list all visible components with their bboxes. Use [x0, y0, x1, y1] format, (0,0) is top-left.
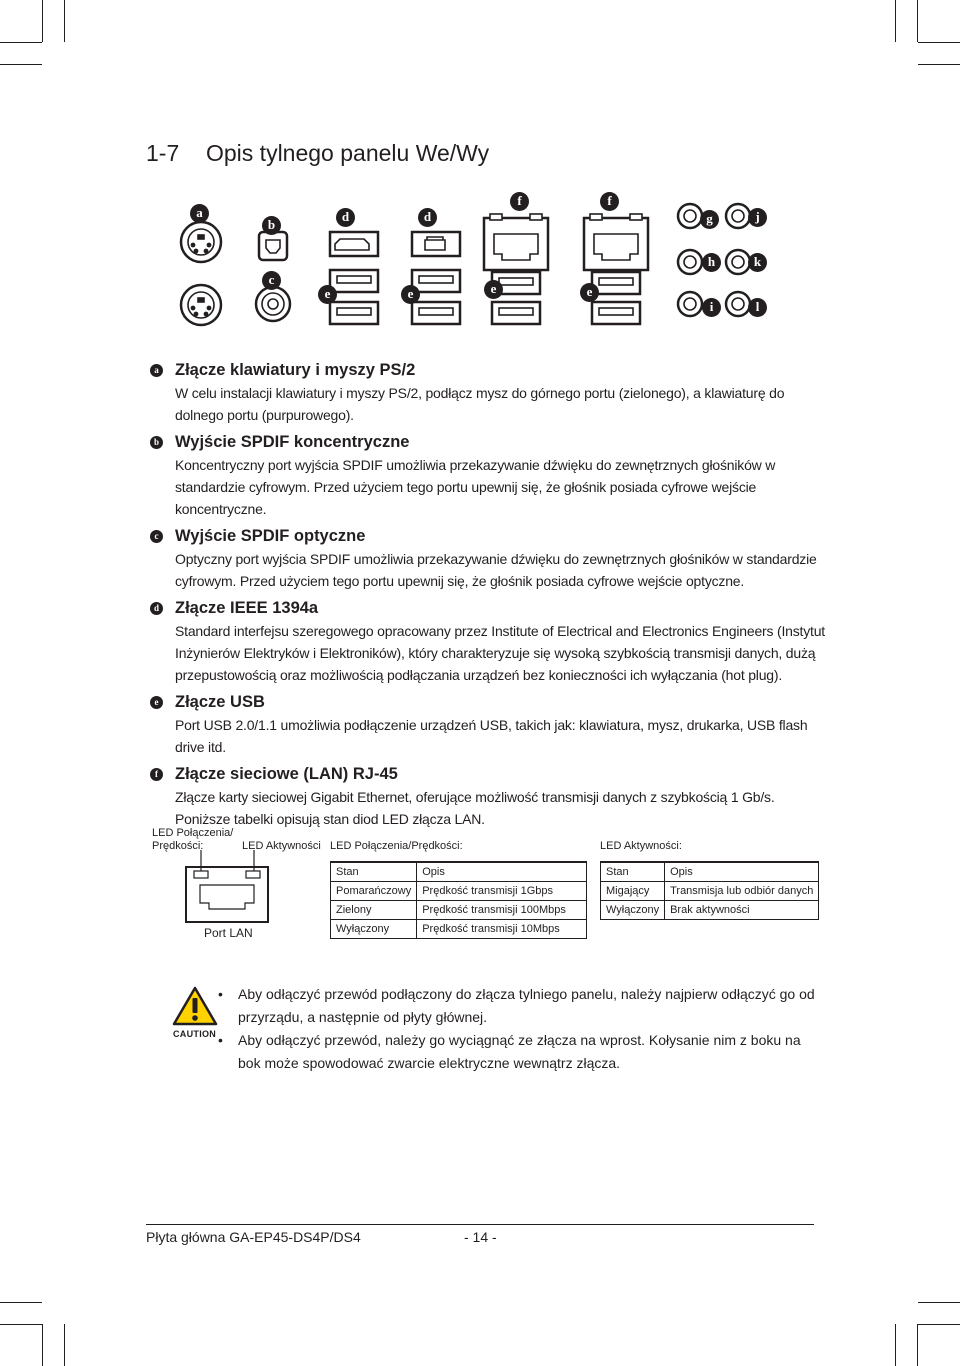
callout-e: e	[484, 280, 503, 299]
table-header: Stan	[601, 862, 665, 882]
usb-port	[412, 302, 460, 324]
table-row	[331, 901, 587, 920]
usb-port	[412, 270, 460, 292]
table-activity-caption: LED Aktywności:	[600, 840, 682, 852]
callout-e: e	[580, 283, 599, 302]
table-cell: Transmisja lub odbiór danych	[665, 882, 819, 901]
section-number: 1-7	[146, 140, 180, 166]
callout-b: b	[262, 216, 281, 235]
item-text: Standard interfejsu szeregowego opracowany przez Institute of Electrical and Electronics Engineers (Instytut Inżynierów Elektryków i Elektroników), który charakteryzuje się wysoką szybkością transmisji danych, dużą przepustowością oraz możliwością podłączania urządzeń bez konieczności ich wyłączania (hot plug).	[175, 623, 825, 683]
callout-e: e	[401, 285, 420, 304]
callout-h: h	[702, 253, 721, 272]
crop-mark	[918, 1302, 960, 1303]
table-cell: Prędkość transmisji 1Gbps	[417, 882, 587, 901]
usb-port	[492, 302, 540, 324]
crop-mark	[895, 0, 896, 42]
item-marker: a	[150, 364, 163, 377]
crop-mark	[0, 42, 42, 43]
table-speed-caption: LED Połączenia/Prędkości:	[330, 840, 463, 852]
crop-mark	[917, 0, 918, 42]
callout-d: d	[336, 208, 355, 227]
lan-port	[584, 214, 648, 270]
ieee1394-port	[330, 232, 378, 256]
table-row	[601, 901, 819, 920]
page-title	[146, 140, 489, 167]
crop-mark	[64, 1324, 65, 1366]
table-row	[601, 882, 819, 901]
table-header: Opis	[417, 862, 587, 882]
led-activity-table	[600, 861, 819, 920]
table-cell: Pomarańczowy	[331, 882, 417, 901]
caution-note: • Aby odłączyć przewód podłączony do złącza tylniego panelu, należy najpierw odłączyć go od przyrządu, a następnie od płyty głównej.	[218, 983, 818, 1029]
ieee1394-port	[412, 232, 460, 256]
port-descriptions	[150, 360, 830, 836]
page-footer	[146, 1224, 814, 1245]
usb-port	[330, 302, 378, 324]
item-heading: Złącze sieciowe (LAN) RJ-45	[175, 765, 398, 783]
crop-mark	[918, 42, 960, 43]
spdif-coaxial-port	[256, 287, 290, 321]
item-ieee1394	[150, 598, 830, 686]
ps2-port-top	[181, 222, 221, 262]
item-ps2	[150, 360, 830, 426]
led-speed-table	[330, 861, 587, 939]
item-marker: f	[150, 768, 163, 781]
item-heading: Wyjście SPDIF optyczne	[175, 527, 366, 545]
crop-mark	[895, 1324, 896, 1366]
callout-k: k	[748, 253, 767, 272]
spdif-optical-port	[259, 232, 287, 260]
callout-c: c	[262, 271, 281, 290]
crop-mark	[42, 1324, 43, 1366]
footer-model: Płyta główna GA-EP45-DS4P/DS4	[146, 1229, 361, 1245]
callout-d: d	[418, 208, 437, 227]
table-row	[331, 862, 587, 882]
item-lan	[150, 764, 830, 830]
caution-icon	[172, 986, 218, 1028]
table-row	[601, 862, 819, 882]
table-cell: Wyłączony	[331, 920, 417, 939]
callout-f: f	[510, 192, 529, 211]
item-text: W celu instalacji klawiatury i myszy PS/2, podłącz mysz do górnego portu (zielonego), a klawiaturę do dolnego portu (purpurowego).	[175, 385, 785, 423]
item-marker: e	[150, 696, 163, 709]
callout-g: g	[700, 210, 719, 229]
table-row	[331, 920, 587, 939]
item-heading: Złącze klawiatury i myszy PS/2	[175, 361, 416, 379]
crop-mark	[42, 0, 43, 42]
item-spdif-coaxial	[150, 432, 830, 520]
table-cell: Prędkość transmisji 10Mbps	[417, 920, 587, 939]
usb-port	[592, 302, 640, 324]
led-activity-label: LED Aktywności	[242, 840, 321, 852]
section-title-text: Opis tylnego panelu We/Wy	[206, 140, 490, 166]
callout-j: j	[748, 208, 767, 227]
item-heading: Złącze IEEE 1394a	[175, 599, 319, 617]
crop-mark	[0, 1302, 42, 1303]
item-marker: c	[150, 530, 163, 543]
item-spdif-optical	[150, 526, 830, 592]
callout-f: f	[600, 192, 619, 211]
table-cell: Prędkość transmisji 100Mbps	[417, 901, 587, 920]
item-text: Złącze karty sieciowej Gigabit Ethernet, oferujące możliwość transmisji danych z szybkością 1 Gb/s. Poniższe tabelki opisują stan diod LED złącza LAN.	[175, 789, 775, 827]
item-heading: Złącze USB	[175, 693, 265, 711]
led-speed-label: LED Połączenia/ Prędkości:	[152, 827, 234, 852]
page-number: - 14 -	[464, 1229, 497, 1245]
table-cell: Zielony	[331, 901, 417, 920]
item-text: Optyczny port wyjścia SPDIF umożliwia przekazywanie dźwięku do zewnętrznych głośników w standardzie cyfrowym. Przed użyciem tego portu upewnij się, że głośnik posiada cyfrowe wejście optyczne.	[175, 551, 817, 589]
callout-l: l	[748, 298, 767, 317]
crop-mark	[917, 1324, 918, 1366]
item-heading: Wyjście SPDIF koncentryczne	[175, 433, 410, 451]
caution-note: • Aby odłączyć przewód, należy go wyciągnąć ze złącza na wprost. Kołysanie nim z boku na bok może spowodować zwarcie elektryczne wewnątrz złącza.	[218, 1029, 818, 1075]
item-text: Koncentryczny port wyjścia SPDIF umożliwia przekazywanie dźwięku do zewnętrznych głośników w standardzie cyfrowym. Przed użyciem tego portu upewnij się, że głośnik posiada cyfrowe wejście koncentryczne.	[175, 457, 776, 517]
item-text: Port USB 2.0/1.1 umożliwia podłączenie urządzeń USB, takich jak: klawiatura, mysz, drukarka, USB flash drive itd.	[175, 717, 808, 755]
table-cell: Migający	[601, 882, 665, 901]
table-cell: Brak aktywności	[665, 901, 819, 920]
crop-mark	[64, 0, 65, 42]
callout-e: e	[318, 285, 337, 304]
caution-label: CAUTION	[173, 1029, 217, 1039]
lan-port-label: Port LAN	[204, 926, 253, 940]
lan-port	[484, 214, 548, 270]
crop-mark	[0, 1324, 42, 1325]
lan-port-diagram	[180, 850, 275, 925]
item-marker: b	[150, 436, 163, 449]
callout-a: a	[190, 204, 209, 223]
table-cell: Wyłączony	[601, 901, 665, 920]
usb-port	[592, 272, 640, 294]
callout-i: i	[702, 298, 721, 317]
ps2-port-bottom	[181, 285, 221, 325]
item-usb	[150, 692, 830, 758]
crop-mark	[918, 1324, 960, 1325]
item-marker: d	[150, 602, 163, 615]
table-header: Stan	[331, 862, 417, 882]
usb-port	[330, 270, 378, 292]
crop-mark	[918, 64, 960, 65]
table-header: Opis	[665, 862, 819, 882]
table-row	[331, 882, 587, 901]
crop-mark	[0, 64, 42, 65]
rear-panel-diagram	[172, 190, 782, 330]
caution-notes	[218, 983, 818, 1075]
